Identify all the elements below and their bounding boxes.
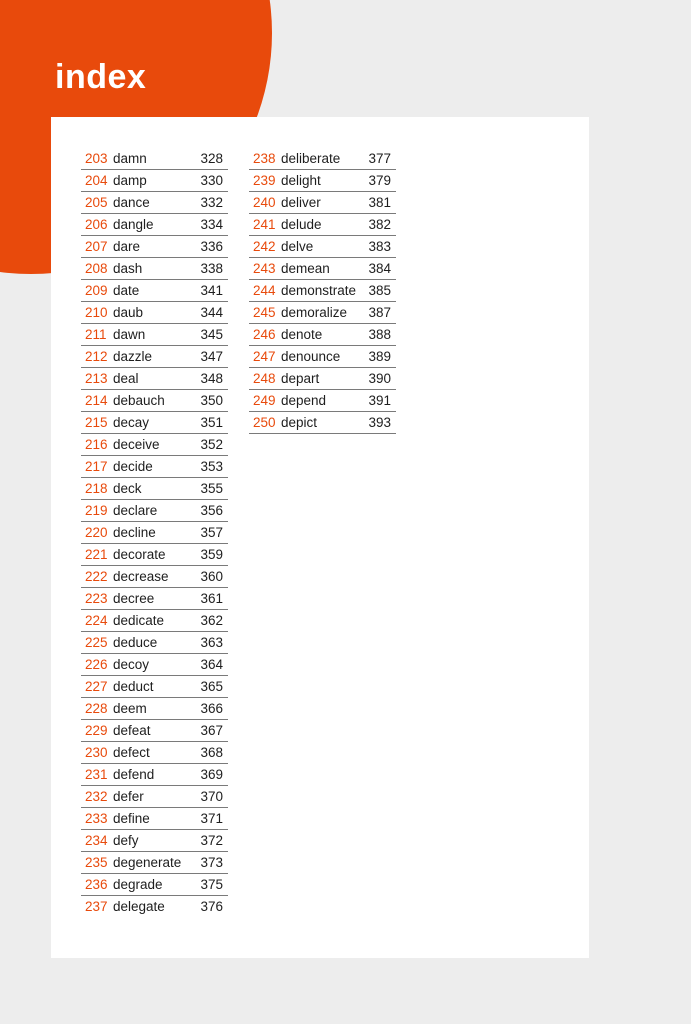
entry-word: decay: [113, 415, 150, 430]
entry-number: 211: [85, 327, 107, 342]
entry-page-number: 377: [368, 151, 391, 166]
entry-number: 237: [85, 899, 108, 914]
index-entry[interactable]: [81, 632, 228, 654]
index-entry[interactable]: [81, 478, 228, 500]
entry-page-number: 360: [200, 569, 223, 584]
entry-word: deliver: [281, 195, 321, 210]
index-entry[interactable]: [249, 258, 396, 280]
entry-page-number: 330: [200, 173, 223, 188]
entry-page-number: 328: [200, 151, 223, 166]
entry-word: dawn: [113, 327, 146, 342]
index-card: [51, 117, 589, 958]
entry-page-number: 351: [200, 415, 223, 430]
entry-page-number: 362: [200, 613, 223, 628]
entry-page-number: 382: [368, 217, 391, 232]
entry-page-number: 347: [200, 349, 223, 364]
entry-word: degrade: [113, 877, 163, 892]
entry-word: dare: [113, 239, 141, 254]
index-entry[interactable]: [249, 192, 396, 214]
index-entry[interactable]: [249, 236, 396, 258]
entry-word: decide: [113, 459, 153, 474]
entry-number: 231: [85, 767, 108, 782]
entry-word: daub: [113, 305, 144, 320]
entry-number: 229: [85, 723, 108, 738]
entry-word: decline: [113, 525, 156, 540]
index-entry[interactable]: [81, 720, 228, 742]
entry-number: 209: [85, 283, 108, 298]
index-entry[interactable]: [81, 368, 228, 390]
entry-word: decree: [113, 591, 155, 606]
entry-word: deal: [113, 371, 139, 386]
entry-page-number: 368: [200, 745, 223, 760]
entry-page-number: 371: [200, 811, 223, 826]
entry-number: 215: [85, 415, 108, 430]
index-entry[interactable]: [81, 654, 228, 676]
entry-number: 246: [253, 327, 276, 342]
index-entry[interactable]: [81, 346, 228, 368]
index-entry[interactable]: [249, 280, 396, 302]
index-entry[interactable]: [81, 544, 228, 566]
entry-word: dash: [113, 261, 143, 276]
entry-page-number: 363: [200, 635, 223, 650]
index-entry[interactable]: [81, 258, 228, 280]
entry-page-number: 376: [200, 899, 223, 914]
entry-word: denote: [281, 327, 323, 342]
index-entry[interactable]: [81, 456, 228, 478]
index-entry[interactable]: [81, 390, 228, 412]
entry-word: deduct: [113, 679, 154, 694]
entry-number: 226: [85, 657, 108, 672]
index-column-1: [81, 148, 228, 918]
index-entry[interactable]: [81, 896, 228, 918]
entry-word: depart: [281, 371, 320, 386]
entry-word: demean: [281, 261, 330, 276]
entry-number: 221: [85, 547, 108, 562]
entry-number: 219: [85, 503, 108, 518]
entry-word: dangle: [113, 217, 154, 232]
index-entry[interactable]: [81, 764, 228, 786]
index-entry[interactable]: [81, 236, 228, 258]
index-entry[interactable]: [249, 346, 396, 368]
entry-word: delegate: [113, 899, 165, 914]
index-entry[interactable]: [81, 852, 228, 874]
entry-number: 212: [85, 349, 108, 364]
entry-number: 228: [85, 701, 108, 716]
index-entry[interactable]: [249, 390, 396, 412]
entry-word: defer: [113, 789, 144, 804]
entry-number: 220: [85, 525, 108, 540]
entry-word: depend: [281, 393, 327, 408]
index-entry[interactable]: [249, 148, 396, 170]
entry-number: 243: [253, 261, 276, 276]
entry-word: depict: [281, 415, 318, 430]
entry-number: 234: [85, 833, 108, 848]
entry-page-number: 359: [200, 547, 223, 562]
entry-number: 207: [85, 239, 108, 254]
entry-page-number: 367: [200, 723, 223, 738]
entry-number: 242: [253, 239, 276, 254]
entry-page-number: 344: [200, 305, 223, 320]
entry-word: declare: [113, 503, 158, 518]
entry-page-number: 387: [368, 305, 391, 320]
entry-number: 241: [253, 217, 276, 232]
entry-word: denounce: [281, 349, 341, 364]
entry-number: 250: [253, 415, 276, 430]
page-title: index: [55, 58, 147, 96]
entry-number: 232: [85, 789, 108, 804]
entry-word: dazzle: [113, 349, 153, 364]
entry-number: 217: [85, 459, 108, 474]
entry-number: 222: [85, 569, 108, 584]
index-entry[interactable]: [81, 412, 228, 434]
entry-number: 214: [85, 393, 108, 408]
entry-word: dance: [113, 195, 150, 210]
entry-number: 235: [85, 855, 108, 870]
entry-number: 238: [253, 151, 276, 166]
entry-word: deck: [113, 481, 142, 496]
entry-number: 205: [85, 195, 108, 210]
entry-word: demonstrate: [281, 283, 357, 298]
entry-page-number: 393: [368, 415, 391, 430]
entry-page-number: 357: [200, 525, 223, 540]
index-entry[interactable]: [81, 148, 228, 170]
entry-number: 208: [85, 261, 108, 276]
entry-number: 239: [253, 173, 276, 188]
entry-page-number: 389: [368, 349, 391, 364]
index-entry[interactable]: [81, 434, 228, 456]
entry-page-number: 372: [200, 833, 223, 848]
index-entry[interactable]: [81, 676, 228, 698]
index-column-2: [249, 148, 396, 434]
index-entry[interactable]: [249, 214, 396, 236]
entry-page-number: 373: [200, 855, 223, 870]
index-entry[interactable]: [249, 368, 396, 390]
entry-word: deceive: [113, 437, 160, 452]
entry-number: 248: [253, 371, 276, 386]
index-entry[interactable]: [249, 302, 396, 324]
entry-page-number: 366: [200, 701, 223, 716]
entry-word: decoy: [113, 657, 150, 672]
index-entry[interactable]: [81, 170, 228, 192]
entry-word: delude: [281, 217, 322, 232]
index-entry[interactable]: [81, 698, 228, 720]
index-entry[interactable]: [81, 302, 228, 324]
entry-page-number: 353: [200, 459, 223, 474]
entry-page-number: 379: [368, 173, 391, 188]
entry-word: defend: [113, 767, 155, 782]
index-entry[interactable]: [81, 830, 228, 852]
entry-number: 224: [85, 613, 108, 628]
entry-page-number: 355: [200, 481, 223, 496]
entry-page-number: 384: [368, 261, 391, 276]
entry-word: date: [113, 283, 140, 298]
index-entry[interactable]: [81, 522, 228, 544]
entry-word: defect: [113, 745, 150, 760]
entry-word: deduce: [113, 635, 158, 650]
index-entry[interactable]: [81, 808, 228, 830]
entry-page-number: 391: [368, 393, 391, 408]
entry-word: define: [113, 811, 150, 826]
index-entry[interactable]: [249, 412, 396, 434]
entry-page-number: 361: [200, 591, 223, 606]
entry-number: 213: [85, 371, 108, 386]
entry-number: 247: [253, 349, 276, 364]
entry-word: degenerate: [113, 855, 182, 870]
entry-page-number: 385: [368, 283, 391, 298]
entry-page-number: 338: [200, 261, 223, 276]
entry-word: decrease: [113, 569, 169, 584]
entry-word: decorate: [113, 547, 166, 562]
entry-word: deem: [113, 701, 147, 716]
entry-number: 240: [253, 195, 276, 210]
index-entry[interactable]: [81, 610, 228, 632]
index-entry[interactable]: [81, 786, 228, 808]
index-entry[interactable]: [81, 566, 228, 588]
entry-number: 206: [85, 217, 108, 232]
entry-number: 203: [85, 151, 108, 166]
entry-word: damp: [113, 173, 147, 188]
entry-page-number: 334: [200, 217, 223, 232]
entry-page-number: 383: [368, 239, 391, 254]
entry-word: defy: [113, 833, 139, 848]
entry-number: 236: [85, 877, 108, 892]
entry-page-number: 370: [200, 789, 223, 804]
entry-page-number: 388: [368, 327, 391, 342]
entry-page-number: 369: [200, 767, 223, 782]
entry-page-number: 345: [200, 327, 223, 342]
entry-number: 225: [85, 635, 108, 650]
entry-page-number: 375: [200, 877, 223, 892]
entry-page-number: 332: [200, 195, 223, 210]
entry-page-number: 356: [200, 503, 223, 518]
entry-number: 230: [85, 745, 108, 760]
entry-word: delight: [281, 173, 321, 188]
index-entry[interactable]: [81, 324, 228, 346]
entry-number: 245: [253, 305, 276, 320]
entry-word: damn: [113, 151, 147, 166]
entry-word: debauch: [113, 393, 165, 408]
index-entry[interactable]: [81, 500, 228, 522]
entry-number: 227: [85, 679, 108, 694]
entry-number: 233: [85, 811, 108, 826]
entry-word: defeat: [113, 723, 151, 738]
entry-number: 216: [85, 437, 108, 452]
entry-word: demoralize: [281, 305, 348, 320]
entry-page-number: 381: [368, 195, 391, 210]
index-entry[interactable]: [249, 170, 396, 192]
entry-word: deliberate: [281, 151, 341, 166]
index-entry[interactable]: [81, 192, 228, 214]
entry-number: 249: [253, 393, 276, 408]
entry-page-number: 364: [200, 657, 223, 672]
entry-number: 210: [85, 305, 108, 320]
index-entry[interactable]: [81, 588, 228, 610]
index-entry[interactable]: [81, 742, 228, 764]
entry-page-number: 341: [200, 283, 223, 298]
entry-number: 218: [85, 481, 108, 496]
index-entry[interactable]: [81, 214, 228, 236]
entry-page-number: 352: [200, 437, 223, 452]
entry-word: delve: [281, 239, 314, 254]
entry-number: 244: [253, 283, 276, 298]
entry-word: dedicate: [113, 613, 165, 628]
entry-page-number: 348: [200, 371, 223, 386]
entry-page-number: 390: [368, 371, 391, 386]
entry-page-number: 350: [200, 393, 223, 408]
index-entry[interactable]: [81, 874, 228, 896]
entry-page-number: 336: [200, 239, 223, 254]
entry-page-number: 365: [200, 679, 223, 694]
index-entry[interactable]: [249, 324, 396, 346]
index-entry[interactable]: [81, 280, 228, 302]
entry-number: 204: [85, 173, 108, 188]
entry-number: 223: [85, 591, 108, 606]
